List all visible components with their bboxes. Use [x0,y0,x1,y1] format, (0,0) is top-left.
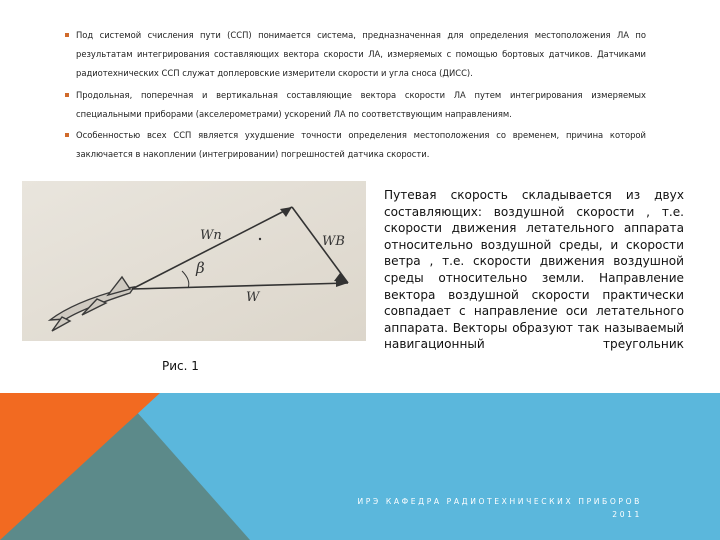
bullet-list [62,26,646,166]
paper-background [22,181,366,341]
footer-caption [357,495,642,521]
bullet-item: Под системой счисления пути (ССП) понимается система, предназначенная для определения местоположения ЛА по результатам интегрирования составляющих вектора скорости ЛА, измеряемых с помощью бортовых датчиков. Датчиками радиотехнических ССП служат доплеровские измерители скорости и угла сноса (ДИСС). [62,26,646,84]
figure-drawing [22,181,366,341]
bullet-item: Особенностью всех ССП является ухудшение точности определения местоположения со временем, причина которой заключается в накоплении (интегрировании) погрешностей датчика скорости. [62,126,646,164]
label-w: W [246,290,260,305]
footer-year: 2011 [612,510,642,519]
navigation-triangle-figure [22,181,366,341]
footer-department: ИРЭ КАФЕДРА РАДИОТЕХНИЧЕСКИХ ПРИБОРОВ [357,497,642,506]
label-wp: Wп [200,228,222,243]
label-wb: WB [322,234,345,249]
figure-caption: Рис. 1 [162,359,199,373]
label-beta: β [196,259,205,277]
description-paragraph: Путевая скорость складывается из двух составляющих: воздушной скорости , т.е. скорости движения летательного аппарата относительно воздушной среды, и скорости ветра , т.е. скорости движения воздушной среды относительно земли. Направление вектора воздушной скорости практически совпадает с направление оси летательного аппарата. Векторы образуют так называемый навигационный треугольник [384,188,684,352]
bullet-item: Продольная, поперечная и вертикальная составляющие вектора скорости ЛА путем интегрирования измеряемых специальными приборами (акселерометрами) ускорений ЛА по соответствующим направлениям. [62,86,646,124]
mark-dot [259,238,261,240]
